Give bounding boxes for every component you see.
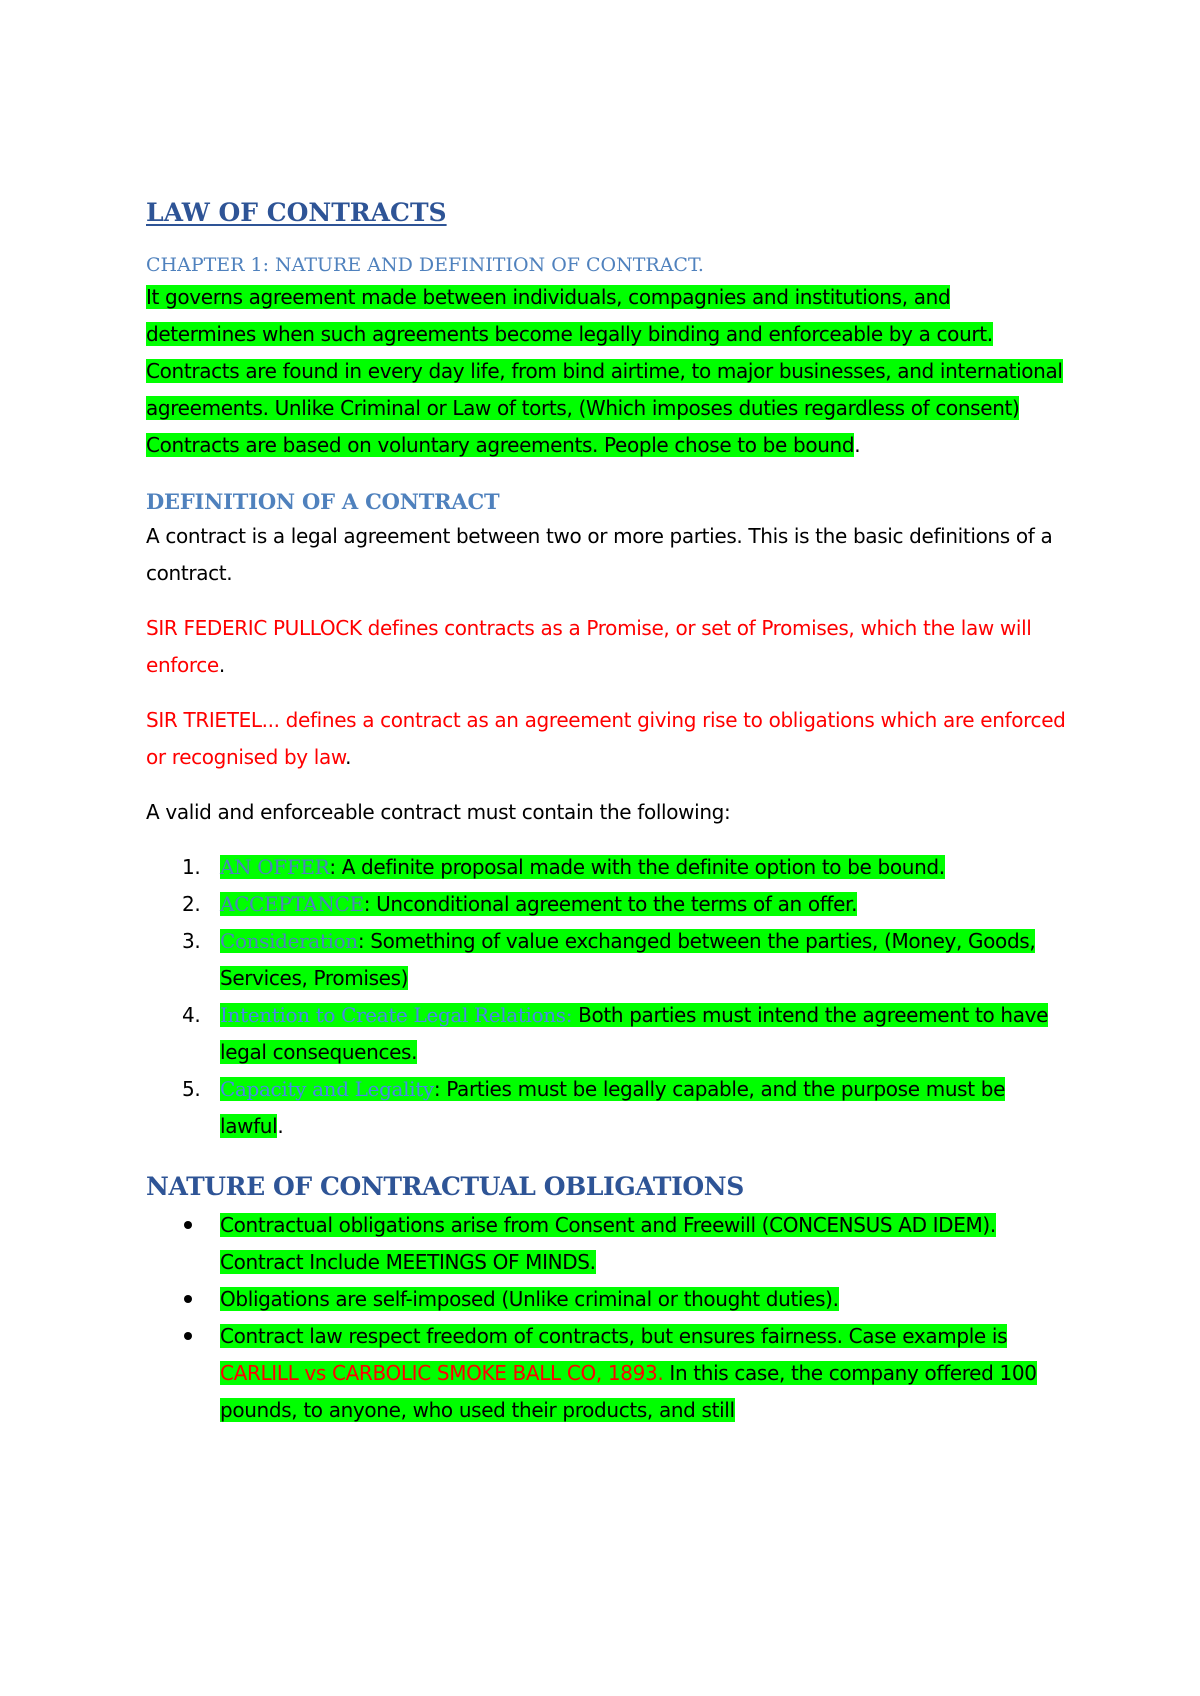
nature-item-text: Contractual obligations arise from Consent and Freewill (CONCENSUS AD IDEM). Contract Include MEETINGS OF MINDS. xyxy=(220,1213,996,1274)
requirement-separator: : xyxy=(329,855,336,879)
requirement-description: Something of value exchanged between the parties, (Money, Goods, Services, Promises) xyxy=(220,929,1036,990)
list-number: 3. xyxy=(182,929,201,953)
chapter-heading: CHAPTER 1: NATURE AND DEFINITION OF CONTRACT. xyxy=(146,254,704,276)
document-body xyxy=(146,195,1066,1429)
requirement-highlight xyxy=(220,1003,1048,1064)
nature-item-text: Contract law respect freedom of contracts, but ensures fairness. Case example is xyxy=(220,1324,1008,1348)
requirement-term: Consideration xyxy=(220,929,358,953)
requirement-highlight xyxy=(220,892,857,916)
list-number: 4. xyxy=(182,1003,201,1027)
requirement-description: Unconditional agreement to the terms of an offer. xyxy=(370,892,858,916)
list-item xyxy=(182,849,1066,886)
nature-item-highlight xyxy=(220,1324,1037,1422)
pullock-end-punctuation: . xyxy=(218,653,225,677)
requirement-description: Both parties must intend the agreement to have legal consequences. xyxy=(220,1003,1049,1064)
intro-paragraph xyxy=(146,279,1066,464)
requirement-description: A definite proposal made with the definite option to be bound. xyxy=(335,855,945,879)
requirement-term: ACCEPTANCE xyxy=(220,892,364,916)
nature-list xyxy=(182,1207,1066,1429)
list-item xyxy=(182,1207,1066,1281)
list-item xyxy=(182,1318,1066,1429)
requirements-list xyxy=(182,849,1066,1145)
intro-end-punctuation: . xyxy=(854,433,861,457)
bullet-icon xyxy=(184,1332,192,1340)
requirement-tail: . xyxy=(277,1114,284,1138)
list-item xyxy=(182,1281,1066,1318)
definition-paragraph: A contract is a legal agreement between two or more parties. This is the basic definitions of a contract. xyxy=(146,524,1053,585)
trietel-paragraph xyxy=(146,702,1066,776)
pullock-paragraph xyxy=(146,610,1066,684)
requirement-highlight xyxy=(220,929,1035,990)
pullock-quote: SIR FEDERIC PULLOCK defines contracts as a Promise, or set of Promises, which the law will enforce xyxy=(146,616,1032,677)
requirement-separator: : xyxy=(357,929,365,953)
bullet-icon xyxy=(184,1295,192,1303)
intro-highlighted-text: It governs agreement made between individuals, compagnies and institutions, and determines when such agreements become legally binding and enforceable by a court. Contracts are found in every day life, from bind airtime, to major businesses, and international agreements. Unlike Criminal or Law of torts, (Which imposes duties regardless of consent) Contracts are based on voluntary agreements. People chose to be bound xyxy=(146,285,1063,457)
nature-heading: NATURE OF CONTRACTUAL OBLIGATIONS xyxy=(146,1172,744,1201)
trietel-quote: SIR TRIETEL... defines a contract as an agreement giving rise to obligations which are enforced or recognised by law xyxy=(146,708,1066,769)
trietel-end-punctuation: . xyxy=(345,745,352,769)
document-title: LAW OF CONTRACTS xyxy=(146,198,447,227)
list-number: 2. xyxy=(182,892,201,916)
case-citation: CARLILL vs CARBOLIC SMOKE BALL CO, 1893. xyxy=(220,1361,664,1385)
list-item xyxy=(182,1071,1066,1145)
requirement-description: Parties must be legally capable, and the purpose must be lawful xyxy=(220,1077,1006,1138)
requirements-intro: A valid and enforceable contract must contain the following: xyxy=(146,800,731,824)
list-number: 1. xyxy=(182,855,201,879)
requirement-separator: : xyxy=(433,1077,441,1101)
requirement-term: Capacity and Legality xyxy=(220,1077,434,1101)
nature-item-text-continued: In this case, the company offered 100 pounds, to anyone, who used their products, and still xyxy=(220,1361,1037,1422)
list-number: 5. xyxy=(182,1077,201,1101)
requirement-highlight xyxy=(220,1077,1005,1138)
requirement-highlight xyxy=(220,855,945,879)
requirement-separator: : xyxy=(363,892,371,916)
requirement-term: AN OFFER xyxy=(220,855,330,879)
nature-item-text: Obligations are self-imposed (Unlike criminal or thought duties). xyxy=(220,1287,839,1311)
bullet-icon xyxy=(184,1221,192,1229)
list-item xyxy=(182,886,1066,923)
list-item xyxy=(182,923,1066,997)
definition-heading: DEFINITION OF A CONTRACT xyxy=(146,489,500,514)
list-item xyxy=(182,997,1066,1071)
requirement-term: Intention to Create Legal Relations: xyxy=(220,1003,573,1027)
